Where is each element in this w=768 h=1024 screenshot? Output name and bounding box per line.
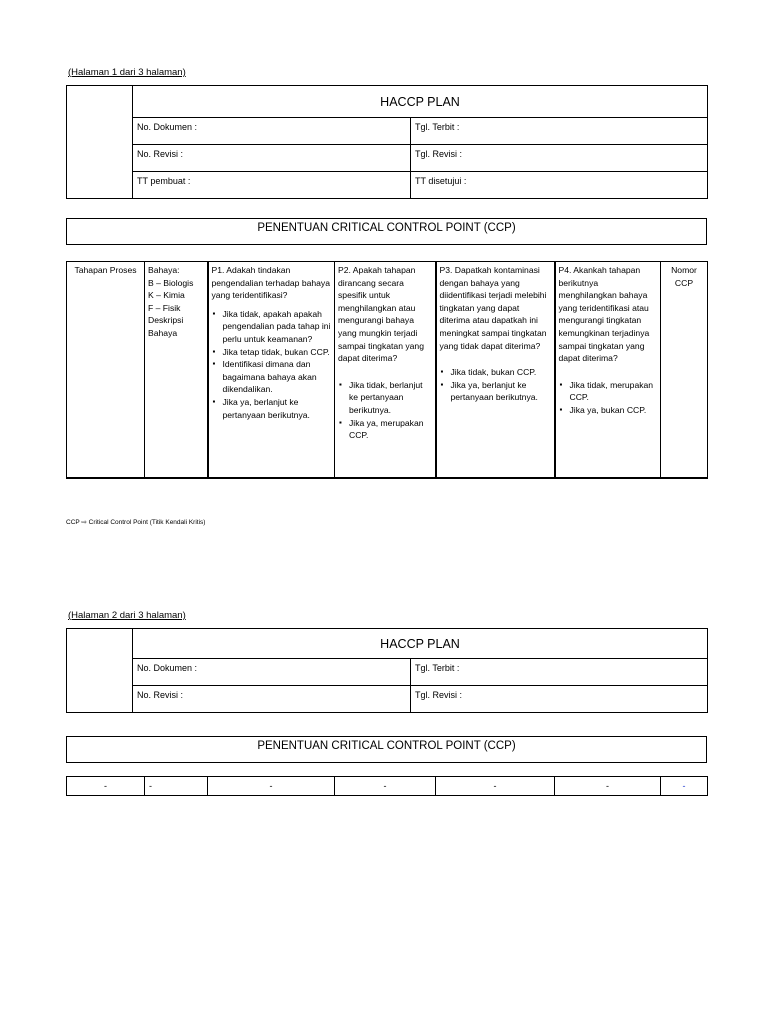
haccp-header-table-2 [66, 628, 708, 713]
no-dokumen-field: No. Dokumen : [133, 118, 411, 145]
no-dokumen-field-2: No. Dokumen : [133, 659, 411, 686]
row-mark: - [335, 777, 436, 796]
row-mark: - [208, 777, 335, 796]
p4-item: ▪ Jika ya, bukan CCP. [570, 404, 658, 417]
p4-item: ▪ Jika tidak, merupakan CCP. [570, 379, 658, 404]
p2-item: ▪ Jika ya, merupakan CCP. [349, 417, 432, 442]
p4-question: P4. Akankah tahapan berikutnya menghilangkan bahaya yang teridentifikasi atau mengurangi tingkatan kemungkinan terjadinya sampai tingkatan yang dapat diterima? [558, 265, 650, 364]
no-revisi-field: No. Revisi : [133, 145, 411, 172]
row-mark: - [145, 777, 208, 796]
p1-item: ▪ Jika ya, berlanjut ke pertanyaan berikutnya. [223, 396, 332, 421]
col-p3 [436, 262, 555, 478]
haccp-header-table [66, 85, 708, 199]
p3-item: ▪ Jika tidak, bukan CCP. [451, 366, 551, 379]
document-title: HACCP PLAN [133, 86, 708, 118]
logo-cell [67, 86, 133, 199]
bahaya-line: Bahaya [148, 327, 178, 338]
bahaya-line: Bahaya: [148, 265, 180, 275]
page-note: (Halaman 1 dari 3 halaman) [68, 67, 186, 78]
tt-disetujui-field: TT disetujui : [411, 172, 708, 199]
ccp-title-box-2 [66, 736, 707, 763]
p1-item: ▪ Jika tidak, apakah apakah pengendalian pada tahap ini perlu untuk keamanan? [223, 308, 332, 346]
col-bahaya [145, 262, 208, 478]
ccp-question-table [66, 261, 708, 479]
col-p4 [555, 262, 661, 478]
tgl-terbit-field: Tgl. Terbit : [411, 118, 708, 145]
row-mark: - [555, 777, 661, 796]
ccp-title-box [66, 218, 707, 245]
col-p2 [335, 262, 436, 478]
col-tahapan-proses: Tahapan Proses [67, 262, 145, 478]
row-mark: - [436, 777, 555, 796]
p1-item: ▪ Jika tetap tidak, bukan CCP. [223, 346, 332, 359]
tt-pembuat-field: TT pembuat : [133, 172, 411, 199]
row-mark: - [67, 777, 145, 796]
bahaya-line: Deskripsi [148, 315, 184, 326]
tgl-terbit-field-2: Tgl. Terbit : [411, 659, 708, 686]
p3-question: P3. Dapatkah kontaminasi dengan bahaya yang diidentifikasi terjadi melebihi tingkatan yang dapat diterima atau dapatkah ini meningkat sampai tingkatan yang tidak dapat diterima? [439, 265, 547, 351]
document-title-2: HACCP PLAN [133, 629, 708, 659]
logo-cell-2 [67, 629, 133, 713]
bahaya-line: B – Biologis [148, 277, 194, 288]
ccp-title: PENENTUAN CRITICAL CONTROL POINT (CCP) [257, 222, 516, 234]
tgl-revisi-field: Tgl. Revisi : [411, 145, 708, 172]
p2-question: P2. Apakah tahapan dirancang secara spesifik untuk menghilangkan atau mengurangi bahaya yang mungkin terjadi sampai tingkatan yang dapat diterima? [338, 265, 424, 364]
no-revisi-field-2: No. Revisi : [133, 686, 411, 713]
page-note-2: (Halaman 2 dari 3 halaman) [68, 610, 186, 621]
p3-item: ▪ Jika ya, berlanjut ke pertanyaan berikutnya. [451, 379, 551, 404]
footnote: CCP ⇨ Critical Control Point (Titik Kendali Kritis) [66, 519, 206, 526]
col-p1 [208, 262, 335, 478]
ccp-row-table-2 [66, 776, 708, 796]
p2-item: ▪ Jika tidak, berlanjut ke pertanyaan berikutnya. [349, 379, 432, 417]
col-nomor-ccp: Nomor CCP [661, 262, 708, 478]
bahaya-line: K – Kimia [148, 290, 185, 301]
ccp-title-2: PENENTUAN CRITICAL CONTROL POINT (CCP) [257, 740, 516, 752]
row-mark: - [661, 777, 708, 796]
bahaya-line: F – Fisik [148, 302, 181, 313]
p1-question: P1. Adakah tindakan pengendalian terhadap bahaya yang teridentifikasi? [211, 265, 331, 301]
p1-item: ▪ Identifikasi dimana dan bagaimana bahaya akan dikendalikan. [223, 358, 332, 396]
tgl-revisi-field-2: Tgl. Revisi : [411, 686, 708, 713]
